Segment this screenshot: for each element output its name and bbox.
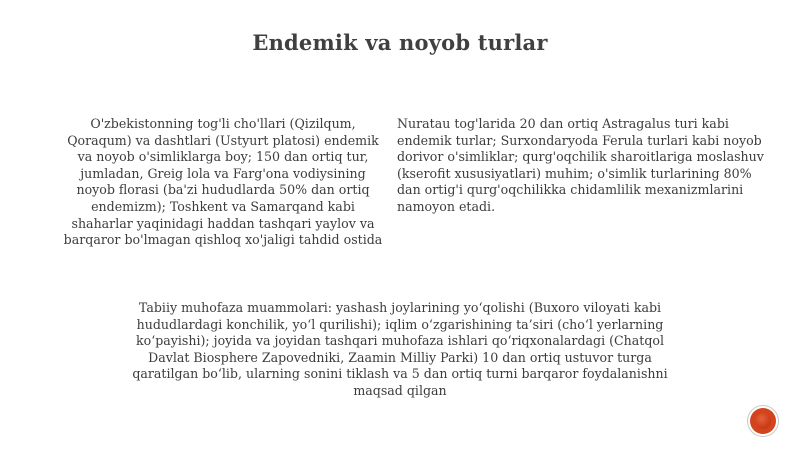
- right-text-block: Nuratau tog'larida 20 dan ortiq Astragalus turi kabi endemik turlar; Surxondaryoda Ferula turlari kabi noyob dorivor o'simliklar; qurg'oqchilik sharoitlariga moslashuv (kserofit xususiyatlari) muhim; o'simlik turlarining 80% dan ortig'i qurg'oqchilikka chidamlilik mexanizmlarini namoyon etadi.: [397, 116, 764, 214]
- left-text-block: O'zbekistonning tog'li cho'llari (Qizilqum, Qoraqum) va dashtlari (Ustyurt platosi) endemik va noyob o'simliklarga boy; 150 dan ortiq tur, jumladan, Greig lola va Farg'ona vodiysining noyob florasi (ba'zi hududlarda 50% dan ortiq endemizm); Toshkent va Samarqand kabi shaharlar yaqinidagi haddan tashqari yaylov va barqaror bo'lmagan qishloq xo'jaligi tahdid ostida: [63, 116, 383, 248]
- slide-title: Endemik va noyob turlar: [252, 30, 548, 55]
- bottom-text-block: Tabiiy muhofaza muammolari: yashash joylarining yo‘qolishi (Buxoro viloyati kabi hududlardagi konchilik, yo‘l qurilishi); iqlim o‘zgarishining ta’siri (cho‘l yerlarning ko‘payishi); joyida va joyidan tashqari muhofaza ishlari qo‘riqxonalardagi (Chatqol Davlat Biosphere Zapovedniki, Zaamin Milliy Parki) 10 dan ortiq ustuvor turga qaratilgan bo‘lib, ularning sonini tiklash va 5 dan ortiq turni barqaror foydalanishni maqsad qilgan: [132, 300, 668, 398]
- next-slide-circle-icon[interactable]: [750, 408, 776, 434]
